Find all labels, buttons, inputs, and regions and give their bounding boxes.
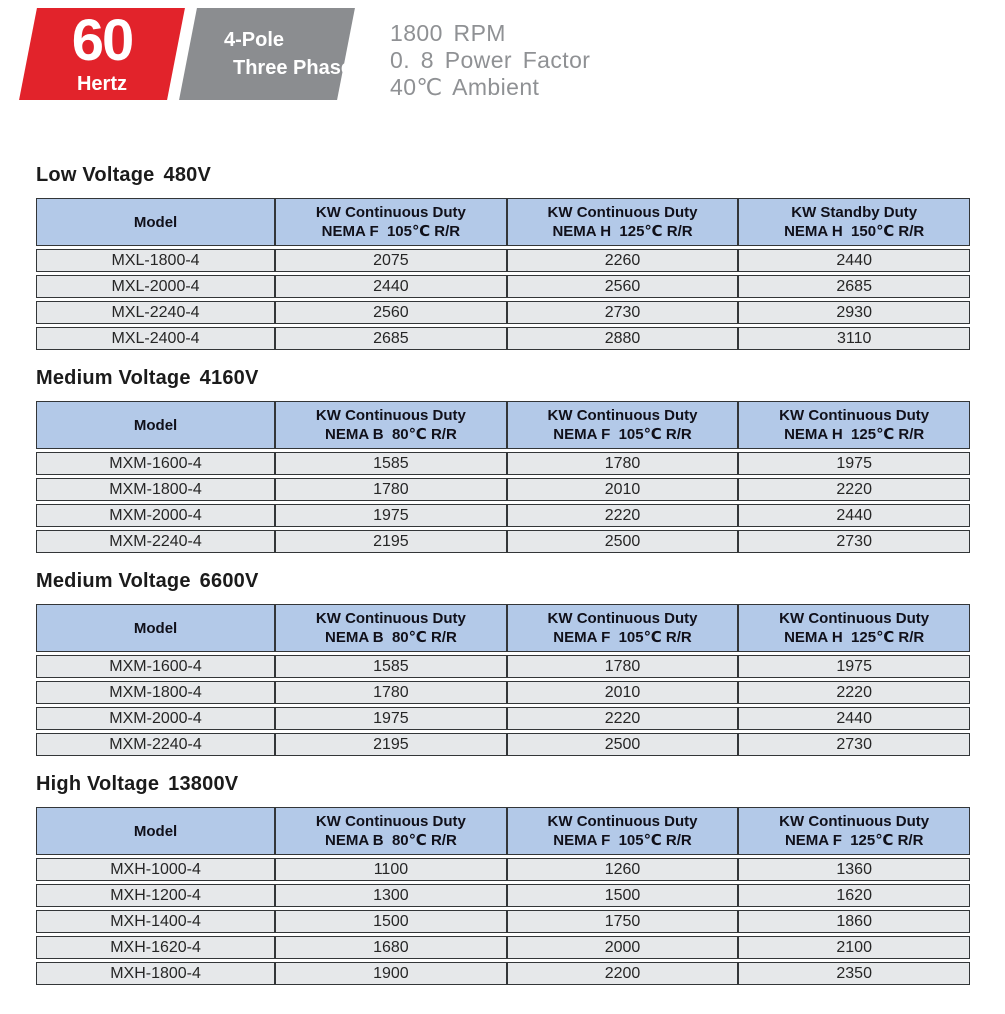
section-title-voltage: 13800V — [168, 773, 239, 795]
value-cell: 2930 — [738, 301, 970, 324]
value-cell: 2220 — [738, 478, 970, 501]
model-column-header: Model — [36, 401, 275, 449]
spec-table-body — [36, 452, 970, 553]
value-cell: 2200 — [507, 962, 739, 985]
table-row — [36, 655, 970, 678]
value-cell: 1780 — [275, 681, 507, 704]
column-header: KW Continuous Duty NEMA H 125℃ R/R — [738, 401, 970, 449]
value-cell: 1780 — [507, 655, 739, 678]
section-title-label: High Voltage — [36, 773, 160, 795]
value-cell: 1975 — [738, 655, 970, 678]
pole-label: 4-Pole — [224, 29, 285, 51]
section-title-voltage: 6600V — [199, 570, 259, 592]
header-row — [36, 401, 970, 449]
value-cell: 2560 — [275, 301, 507, 324]
voltage-table-section — [36, 367, 970, 556]
value-cell: 2440 — [738, 504, 970, 527]
value-cell: 1100 — [275, 858, 507, 881]
model-cell: MXM-1800-4 — [36, 681, 275, 704]
model-cell: MXH-1800-4 — [36, 962, 275, 985]
voltage-table-section — [36, 164, 970, 353]
voltage-table-section — [36, 570, 970, 759]
spec-table-head — [36, 807, 970, 855]
model-cell: MXH-1400-4 — [36, 910, 275, 933]
model-cell: MXM-2000-4 — [36, 707, 275, 730]
section-title-label: Low Voltage — [36, 164, 155, 186]
column-header: KW Continuous Duty NEMA F 105℃ R/R — [507, 807, 739, 855]
spec-table-head — [36, 401, 970, 449]
column-header: KW Continuous Duty NEMA H 125℃ R/R — [507, 198, 739, 246]
pole-phase-badge — [188, 8, 352, 100]
frequency-badge — [28, 8, 176, 100]
table-row — [36, 327, 970, 350]
value-cell: 2195 — [275, 733, 507, 756]
value-cell: 3110 — [738, 327, 970, 350]
value-cell: 2730 — [507, 301, 739, 324]
spec-lines — [390, 20, 590, 101]
column-header: KW Continuous Duty NEMA B 80℃ R/R — [275, 807, 507, 855]
table-row — [36, 301, 970, 324]
column-header: KW Continuous Duty NEMA B 80℃ R/R — [275, 401, 507, 449]
model-cell: MXH-1200-4 — [36, 884, 275, 907]
value-cell: 1260 — [507, 858, 739, 881]
value-cell: 2560 — [507, 275, 739, 298]
value-cell: 1585 — [275, 452, 507, 475]
section-title — [36, 367, 970, 390]
model-column-header: Model — [36, 198, 275, 246]
model-cell: MXM-1600-4 — [36, 452, 275, 475]
section-title-voltage: 4160V — [199, 367, 259, 389]
value-cell: 1780 — [507, 452, 739, 475]
spec-table — [36, 398, 970, 556]
value-cell: 1500 — [507, 884, 739, 907]
tables-area — [0, 164, 1005, 988]
column-header: KW Standby Duty NEMA H 150℃ R/R — [738, 198, 970, 246]
page-header — [0, 0, 1005, 100]
section-title — [36, 570, 970, 593]
value-cell: 2440 — [275, 275, 507, 298]
spec-line-ambient: 40℃ Ambient — [390, 74, 540, 100]
value-cell: 2100 — [738, 936, 970, 959]
table-row — [36, 478, 970, 501]
table-row — [36, 733, 970, 756]
header-row — [36, 198, 970, 246]
column-header: KW Continuous Duty NEMA F 105℃ R/R — [275, 198, 507, 246]
model-cell: MXM-2000-4 — [36, 504, 275, 527]
table-row — [36, 884, 970, 907]
pole-phase-content — [188, 8, 352, 82]
value-cell: 2730 — [738, 733, 970, 756]
column-header: KW Continuous Duty NEMA B 80℃ R/R — [275, 604, 507, 652]
frequency-badge-content — [28, 8, 176, 96]
model-cell: MXM-2240-4 — [36, 530, 275, 553]
spec-table — [36, 195, 970, 353]
table-row — [36, 910, 970, 933]
column-header: KW Continuous Duty NEMA H 125℃ R/R — [738, 604, 970, 652]
model-cell: MXH-1620-4 — [36, 936, 275, 959]
spec-table — [36, 601, 970, 759]
value-cell: 1975 — [275, 504, 507, 527]
table-row — [36, 530, 970, 553]
value-cell: 1900 — [275, 962, 507, 985]
phase-label: Three Phase — [233, 57, 352, 79]
model-cell: MXL-2000-4 — [36, 275, 275, 298]
value-cell: 1780 — [275, 478, 507, 501]
column-header: KW Continuous Duty NEMA F 125℃ R/R — [738, 807, 970, 855]
value-cell: 2260 — [507, 249, 739, 272]
value-cell: 2500 — [507, 733, 739, 756]
value-cell: 2440 — [738, 249, 970, 272]
frequency-value: 60 — [71, 8, 133, 73]
value-cell: 2350 — [738, 962, 970, 985]
value-cell: 2685 — [738, 275, 970, 298]
table-row — [36, 858, 970, 881]
value-cell: 2010 — [507, 681, 739, 704]
value-cell: 2010 — [507, 478, 739, 501]
spec-line-power-factor: 0. 8 Power Factor — [390, 47, 591, 73]
spec-table-head — [36, 198, 970, 246]
value-cell: 2685 — [275, 327, 507, 350]
section-title — [36, 164, 970, 187]
model-column-header: Model — [36, 807, 275, 855]
value-cell: 2195 — [275, 530, 507, 553]
value-cell: 2220 — [738, 681, 970, 704]
model-cell: MXL-2400-4 — [36, 327, 275, 350]
model-cell: MXH-1000-4 — [36, 858, 275, 881]
value-cell: 2730 — [738, 530, 970, 553]
value-cell: 1680 — [275, 936, 507, 959]
value-cell: 1300 — [275, 884, 507, 907]
value-cell: 1620 — [738, 884, 970, 907]
table-row — [36, 452, 970, 475]
voltage-table-section — [36, 773, 970, 988]
spec-table — [36, 804, 970, 988]
value-cell: 2500 — [507, 530, 739, 553]
value-cell: 1975 — [275, 707, 507, 730]
value-cell: 2220 — [507, 707, 739, 730]
frequency-unit: Hertz — [76, 73, 127, 95]
table-row — [36, 275, 970, 298]
spec-table-head — [36, 604, 970, 652]
model-cell: MXM-1600-4 — [36, 655, 275, 678]
value-cell: 1750 — [507, 910, 739, 933]
header-row — [36, 807, 970, 855]
value-cell: 2220 — [507, 504, 739, 527]
table-row — [36, 962, 970, 985]
value-cell: 1860 — [738, 910, 970, 933]
value-cell: 1585 — [275, 655, 507, 678]
model-cell: MXL-2240-4 — [36, 301, 275, 324]
spec-table-body — [36, 655, 970, 756]
column-header: KW Continuous Duty NEMA F 105℃ R/R — [507, 401, 739, 449]
value-cell: 1975 — [738, 452, 970, 475]
value-cell: 2000 — [507, 936, 739, 959]
value-cell: 2880 — [507, 327, 739, 350]
spec-line-rpm: 1800 RPM — [390, 20, 506, 46]
spec-table-body — [36, 249, 970, 350]
model-column-header: Model — [36, 604, 275, 652]
header-row — [36, 604, 970, 652]
section-title — [36, 773, 970, 796]
model-cell: MXL-1800-4 — [36, 249, 275, 272]
table-row — [36, 707, 970, 730]
model-cell: MXM-2240-4 — [36, 733, 275, 756]
column-header: KW Continuous Duty NEMA F 105℃ R/R — [507, 604, 739, 652]
model-cell: MXM-1800-4 — [36, 478, 275, 501]
value-cell: 2440 — [738, 707, 970, 730]
section-title-voltage: 480V — [163, 164, 212, 186]
value-cell: 1360 — [738, 858, 970, 881]
section-title-label: Medium Voltage — [36, 570, 191, 592]
spec-table-body — [36, 858, 970, 985]
table-row — [36, 681, 970, 704]
table-row — [36, 936, 970, 959]
section-title-label: Medium Voltage — [36, 367, 191, 389]
table-row — [36, 504, 970, 527]
table-row — [36, 249, 970, 272]
value-cell: 2075 — [275, 249, 507, 272]
value-cell: 1500 — [275, 910, 507, 933]
